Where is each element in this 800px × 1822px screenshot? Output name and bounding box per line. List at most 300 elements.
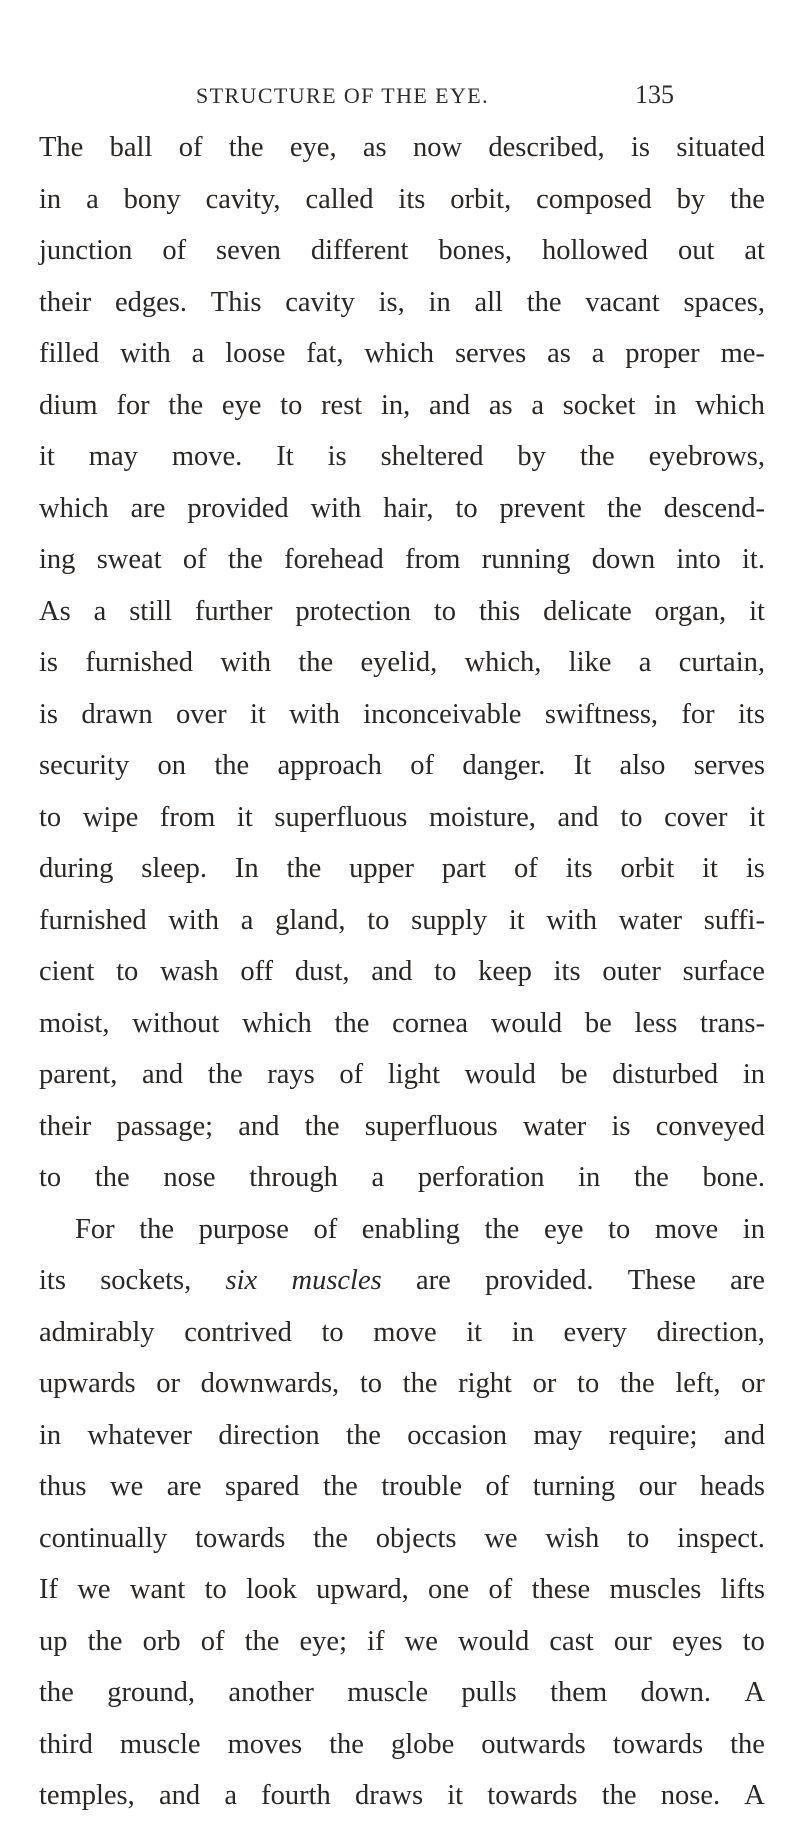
word: be <box>584 1007 612 1039</box>
word: upwards <box>39 1368 136 1399</box>
word: want <box>129 1574 186 1605</box>
word: eyelid, <box>360 647 438 678</box>
word: downwards, <box>200 1368 340 1399</box>
word: seven <box>216 235 281 266</box>
word: muscles <box>291 1265 382 1296</box>
word: on <box>157 750 187 781</box>
word: are <box>730 1265 765 1296</box>
word: in, <box>380 389 411 421</box>
word: bone. <box>702 1162 765 1193</box>
word: their <box>39 286 92 318</box>
word: with <box>289 698 340 730</box>
word: wish <box>545 1522 600 1554</box>
word: perforation <box>417 1162 545 1193</box>
word: still <box>129 595 172 627</box>
word: conveyed <box>655 1110 765 1142</box>
word: the <box>313 1522 348 1554</box>
word: to <box>608 1213 631 1245</box>
word: lifts <box>720 1574 765 1605</box>
word: the <box>322 1471 358 1502</box>
word: during <box>39 853 114 884</box>
word: is <box>631 132 651 163</box>
word: also <box>619 750 666 781</box>
word: cast <box>549 1625 594 1657</box>
word: right <box>458 1368 512 1399</box>
word: me- <box>720 338 765 369</box>
word: at <box>744 235 765 266</box>
word: heads <box>700 1471 765 1502</box>
word: to <box>620 801 643 833</box>
word: different <box>310 235 409 266</box>
word: it <box>466 1316 483 1348</box>
word: continually <box>39 1522 168 1554</box>
word: rest <box>321 389 363 421</box>
word: globe <box>390 1728 455 1760</box>
word: cornea <box>392 1007 469 1039</box>
word: dium <box>39 389 98 421</box>
text-line <box>39 1101 765 1153</box>
word: in <box>742 1213 765 1245</box>
word: without <box>132 1007 220 1039</box>
word: fourth <box>261 1780 331 1811</box>
word: If <box>39 1574 58 1605</box>
text-line <box>39 586 765 638</box>
word: it <box>702 853 718 884</box>
word: it <box>447 1780 464 1811</box>
word: it <box>508 904 525 936</box>
word: admirably <box>39 1316 155 1348</box>
word: its <box>398 183 426 215</box>
word: and <box>371 956 413 987</box>
word: situated <box>676 132 765 163</box>
word: to <box>39 801 62 833</box>
word: a <box>591 338 605 369</box>
text-line <box>39 1461 765 1513</box>
word: It <box>276 441 294 472</box>
word: muscle <box>347 1677 428 1708</box>
word: filled <box>39 338 100 369</box>
word: outwards <box>481 1728 586 1760</box>
word: muscle <box>119 1728 201 1760</box>
word: to <box>577 1368 600 1399</box>
word: with <box>310 492 362 524</box>
word: objects <box>375 1522 457 1554</box>
text-line <box>39 1410 765 1462</box>
word: to <box>433 595 457 627</box>
word: moisture, <box>429 801 536 833</box>
word: purpose <box>198 1213 289 1245</box>
word: ground, <box>107 1677 196 1708</box>
word: the <box>94 1162 130 1193</box>
word: suffi- <box>703 904 765 936</box>
word: ing <box>39 544 76 575</box>
word: we <box>484 1522 518 1554</box>
word: spaces, <box>683 286 765 318</box>
word: proper <box>625 338 700 369</box>
word: hair, <box>383 492 434 524</box>
word: our <box>613 1625 652 1657</box>
word: if <box>367 1625 385 1657</box>
word: and <box>557 801 599 833</box>
text-line <box>39 1307 765 1359</box>
word: look <box>246 1574 297 1605</box>
word: described, <box>488 132 605 163</box>
word: The <box>39 132 84 163</box>
word: parent, <box>39 1059 118 1090</box>
word: are <box>130 492 166 524</box>
word: the <box>633 1162 669 1193</box>
word: pulls <box>461 1677 517 1708</box>
word: over <box>175 698 227 730</box>
word: the <box>39 1677 74 1708</box>
word: towards <box>612 1728 704 1760</box>
word: the <box>579 441 615 472</box>
word: like <box>568 647 612 678</box>
word: the <box>214 750 250 781</box>
word: drawn <box>81 698 153 730</box>
word: its <box>565 853 593 884</box>
word: for <box>116 389 150 421</box>
word: as <box>488 389 513 421</box>
word: to <box>627 1522 650 1554</box>
word: would <box>490 1007 563 1039</box>
text-line <box>39 1049 765 1101</box>
word: furnished <box>85 647 193 678</box>
text-line <box>39 895 765 947</box>
running-head: STRUCTURE OF THE EYE. <box>196 83 490 108</box>
word: curtain, <box>678 647 765 678</box>
word: protection <box>295 595 411 627</box>
word: of <box>488 1574 513 1605</box>
word: every <box>563 1316 627 1348</box>
word: trans- <box>700 1007 765 1039</box>
text-line <box>39 174 765 226</box>
word: move <box>654 1213 719 1245</box>
word: or <box>156 1368 180 1399</box>
word: these <box>531 1574 591 1605</box>
page-number: 135 <box>635 80 674 109</box>
text-line <box>39 1667 765 1719</box>
word: left, <box>675 1368 721 1399</box>
word: may <box>533 1419 583 1451</box>
word: which <box>364 338 435 369</box>
word: As <box>39 595 71 627</box>
word: inconceivable <box>363 698 522 730</box>
word: by <box>676 183 706 215</box>
word: to <box>359 1368 382 1399</box>
word: enabling <box>361 1213 460 1245</box>
word: the <box>730 183 765 215</box>
word: move <box>373 1316 437 1348</box>
word: sweat <box>96 544 162 575</box>
word: moves <box>227 1728 303 1760</box>
text-line <box>39 225 765 277</box>
word: a <box>240 904 254 936</box>
word: orbit <box>620 853 675 884</box>
text-line <box>39 689 765 741</box>
word: or <box>532 1368 557 1399</box>
word: the <box>619 1368 655 1399</box>
word: to <box>367 904 390 936</box>
word: its <box>738 698 765 730</box>
word: thus <box>39 1471 87 1502</box>
word: of <box>178 132 203 163</box>
word: supply <box>411 904 488 936</box>
word: of <box>410 750 434 781</box>
word: direction <box>218 1419 320 1451</box>
word: sheltered <box>380 441 484 472</box>
word: require; <box>608 1419 698 1451</box>
word: is <box>745 853 765 884</box>
word: nose <box>163 1162 216 1193</box>
word: the <box>329 1728 364 1760</box>
word: water <box>618 904 683 936</box>
word: contrived <box>184 1316 292 1348</box>
word: through <box>249 1162 338 1193</box>
word: which <box>242 1007 312 1039</box>
word: and <box>238 1110 280 1142</box>
word: which, <box>464 647 542 678</box>
word: it <box>249 698 266 730</box>
word: eye <box>543 1213 584 1245</box>
word: rays <box>267 1059 315 1090</box>
word: surface <box>682 956 765 987</box>
word: the <box>346 1419 381 1451</box>
word: prevent <box>499 492 585 524</box>
text-line <box>39 637 765 689</box>
word: or <box>741 1368 765 1399</box>
word: our <box>638 1471 677 1502</box>
word: direction, <box>656 1316 765 1348</box>
word: the <box>207 1059 243 1090</box>
word: danger. <box>462 750 546 781</box>
word: in <box>578 1162 601 1193</box>
word: its <box>553 956 581 987</box>
word: in <box>511 1316 534 1348</box>
word: superfluous <box>364 1110 498 1142</box>
word: less <box>634 1007 678 1039</box>
word: provided <box>187 492 289 524</box>
word: gland, <box>275 904 346 936</box>
text-line <box>39 740 765 792</box>
word: one <box>428 1574 470 1605</box>
word: keep <box>478 956 532 987</box>
word: the <box>484 1213 520 1245</box>
word: in <box>654 389 677 421</box>
word: cavity <box>285 286 355 318</box>
word: out <box>677 235 715 266</box>
word: further <box>194 595 273 627</box>
word: is <box>39 698 59 730</box>
word: in <box>39 1419 62 1451</box>
word: of <box>339 1059 364 1090</box>
word: for <box>681 698 715 730</box>
word: fat, <box>306 338 344 369</box>
word: A <box>744 1677 765 1708</box>
text-line <box>39 380 765 432</box>
word: hollowed <box>541 235 649 266</box>
word: junction <box>39 235 133 266</box>
word: In <box>234 853 259 884</box>
word: of <box>313 1213 338 1245</box>
text-line <box>39 1358 765 1410</box>
word: approach <box>277 750 382 781</box>
word: and <box>723 1419 765 1451</box>
word: its <box>39 1265 66 1296</box>
word: superfluous <box>274 801 408 833</box>
word: it <box>749 595 765 627</box>
text-line <box>39 1513 765 1565</box>
word: serves <box>693 750 765 781</box>
body-text <box>39 122 765 1822</box>
word: the <box>139 1213 175 1245</box>
word: draws <box>355 1780 424 1811</box>
word: swiftness, <box>544 698 659 730</box>
word: to <box>455 492 478 524</box>
word: the <box>730 1728 765 1760</box>
word: the <box>227 544 263 575</box>
word: towards <box>195 1522 286 1554</box>
text-line <box>39 1564 765 1616</box>
word: off <box>240 956 274 987</box>
word: from <box>405 544 461 575</box>
word: serves <box>454 338 527 369</box>
word: as <box>362 132 387 163</box>
word: vacant <box>585 286 660 318</box>
word: the <box>244 1625 280 1657</box>
word: trouble <box>381 1471 462 1502</box>
word: eyes <box>671 1625 723 1657</box>
word: them <box>550 1677 608 1708</box>
word: six <box>225 1265 258 1296</box>
word: moist, <box>39 1007 110 1039</box>
word: which <box>39 492 109 524</box>
word: security <box>39 750 130 781</box>
word: may <box>88 441 138 472</box>
word: we <box>404 1625 438 1657</box>
word: inspect. <box>677 1522 765 1554</box>
word: of <box>485 1471 510 1502</box>
text-line <box>39 431 765 483</box>
word: with <box>120 338 171 369</box>
text-line <box>39 483 765 535</box>
word: are <box>416 1265 451 1296</box>
word: of <box>514 853 538 884</box>
word: as <box>547 338 571 369</box>
word: orbit, <box>450 183 512 215</box>
word: and <box>428 389 471 421</box>
text-line <box>39 328 765 380</box>
word: outer <box>602 956 661 987</box>
word: and <box>141 1059 184 1090</box>
word: it <box>236 801 253 833</box>
text-line <box>39 946 765 998</box>
word: provided. <box>485 1265 594 1296</box>
word: to <box>321 1316 344 1348</box>
word: a <box>93 595 107 627</box>
word: to <box>116 956 139 987</box>
word: disturbed <box>612 1059 719 1090</box>
word: by <box>517 441 546 472</box>
word: up <box>39 1625 68 1657</box>
word: this <box>479 595 521 627</box>
word: whatever <box>87 1419 192 1451</box>
word: move. <box>171 441 243 472</box>
word: towards <box>487 1780 578 1811</box>
word: the <box>601 1780 637 1811</box>
text-line <box>39 1770 765 1822</box>
word: organ, <box>654 595 727 627</box>
word: of <box>200 1625 225 1657</box>
word: descend- <box>663 492 765 524</box>
word: are <box>166 1471 202 1502</box>
word: is, <box>378 286 405 318</box>
word: forehead <box>284 544 384 575</box>
word: to <box>280 389 303 421</box>
word: a <box>191 338 205 369</box>
text-line <box>39 998 765 1050</box>
word: a <box>371 1162 385 1193</box>
word: the <box>606 492 642 524</box>
word: running <box>481 544 571 575</box>
word: bony <box>123 183 181 215</box>
word: sockets, <box>100 1265 192 1296</box>
text-line <box>39 1719 765 1771</box>
word: down. <box>640 1677 711 1708</box>
word: water <box>522 1110 587 1142</box>
text-line <box>39 1616 765 1668</box>
word: with <box>168 904 220 936</box>
word: it. <box>742 544 765 575</box>
word: cient <box>39 956 95 987</box>
word: eye; <box>299 1625 347 1657</box>
word: in <box>39 183 62 215</box>
word: in <box>742 1059 765 1090</box>
text-line <box>39 122 765 174</box>
word: of <box>162 235 187 266</box>
word: the <box>402 1368 438 1399</box>
word: is <box>39 647 59 678</box>
text-line <box>39 534 765 586</box>
word: with <box>220 647 271 678</box>
word: upward, <box>316 1574 409 1605</box>
word: the <box>298 647 334 678</box>
word: all <box>474 286 503 318</box>
word: light <box>387 1059 441 1090</box>
word: the <box>526 286 562 318</box>
word: nose. <box>660 1780 721 1811</box>
word: of <box>182 544 207 575</box>
word: to <box>742 1625 765 1657</box>
word: into <box>676 544 721 575</box>
word: which <box>695 389 765 421</box>
word: This <box>210 286 262 318</box>
word: we <box>110 1471 144 1502</box>
word: temples, <box>39 1780 135 1811</box>
word: third <box>39 1728 93 1760</box>
word: to <box>434 956 457 987</box>
word: to <box>39 1162 62 1193</box>
word: another <box>228 1677 314 1708</box>
word: For <box>75 1213 115 1245</box>
word: A <box>744 1780 765 1811</box>
word: edges. <box>115 286 188 318</box>
word: dust, <box>294 956 350 987</box>
word: sleep. <box>141 853 207 884</box>
text-line <box>39 1204 765 1256</box>
word: it <box>749 801 765 833</box>
text-line <box>39 1255 765 1307</box>
